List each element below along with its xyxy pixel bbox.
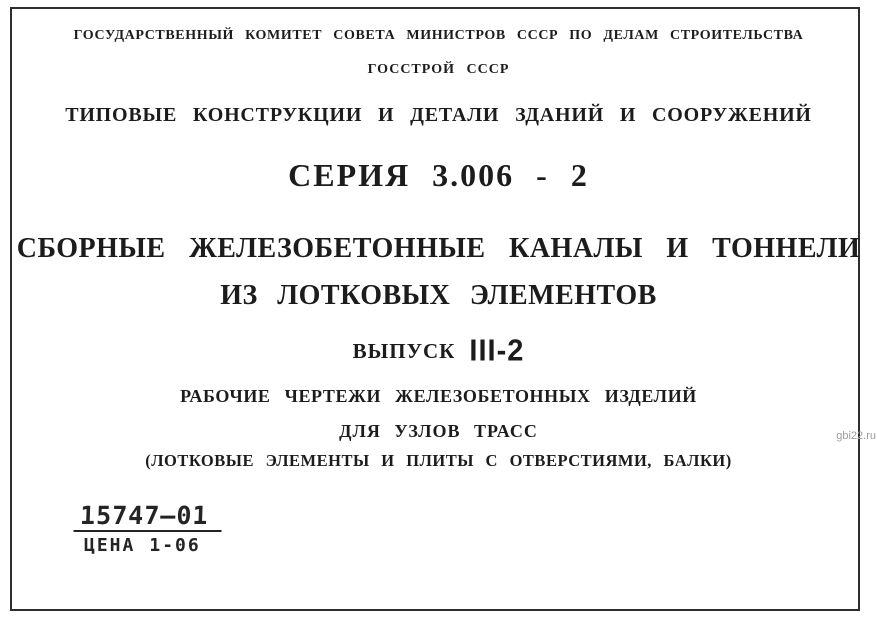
- issue-line: [0, 336, 877, 368]
- price-value: 1-06: [149, 535, 201, 556]
- issue-number: III-2: [469, 334, 525, 368]
- price-label: ЦЕНА: [84, 535, 136, 556]
- committee-header: ГОСУДАРСТВЕННЫЙ КОМИТЕТ СОВЕТА МИНИСТРОВ СССР ПО ДЕЛАМ СТРОИТЕЛЬСТВА: [73, 28, 804, 43]
- series-number: СЕРИЯ 3.006 - 2: [288, 157, 589, 193]
- gosstroy-header: ГОССТРОЙ СССР: [367, 62, 510, 77]
- stamp-code: 15747–01: [73, 503, 222, 532]
- working-drawings-line: РАБОЧИЕ ЧЕРТЕЖИ ЖЕЛЕЗОБЕТОННЫХ ИЗДЕЛИЙ: [180, 386, 697, 406]
- main-title-line1: СБОРНЫЕ ЖЕЛЕЗОБЕТОННЫЕ КАНАЛЫ И ТОННЕЛИ: [16, 233, 861, 264]
- elements-parenthetical-line: (ЛОТКОВЫЕ ЭЛЕМЕНТЫ И ПЛИТЫ С ОТВЕРСТИЯМИ, БАЛКИ): [145, 451, 732, 470]
- issue-label: ВЫПУСК: [352, 339, 456, 363]
- route-nodes-line: ДЛЯ УЗЛОВ ТРАСС: [339, 421, 538, 441]
- watermark-text: gbi22.ru: [836, 430, 876, 442]
- stamp-price-line: [74, 536, 222, 556]
- typical-constructions-subtitle: ТИПОВЫЕ КОНСТРУКЦИИ И ДЕТАЛИ ЗДАНИЙ И СООРУЖЕНИЙ: [65, 104, 812, 126]
- price-stamp-block: [74, 503, 222, 556]
- main-title-line2: ИЗ ЛОТКОВЫХ ЭЛЕМЕНТОВ: [220, 280, 657, 311]
